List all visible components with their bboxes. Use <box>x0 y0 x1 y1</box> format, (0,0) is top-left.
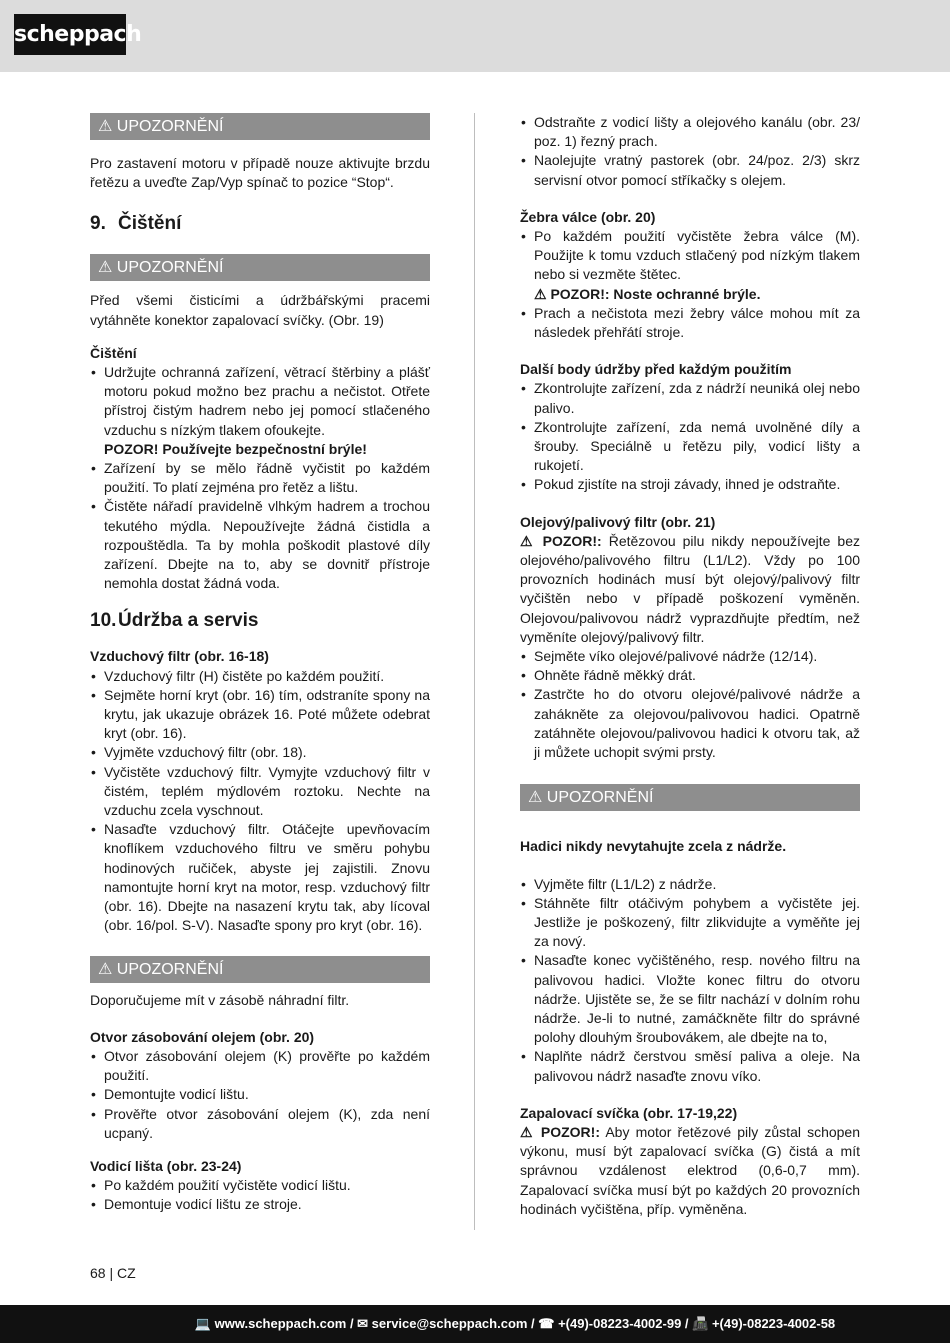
list-item: • Nasaďte vzduchový filtr. Otáčejte upevňovacím knoflíkem vzduchového filtru ve směru pohybu hodinových ručiček, abyste jej zajistili. Znovu namontujte horní kryt na motor, resp. vzduchový filtr (obr. 16). Dbejte na nasazení krytu tak, aby lícoval (obr. 16/pol. S-V). Nasaďte spony pro kryt (obr. 16). <box>90 820 430 935</box>
list-item: • Zkontrolujte zařízení, zda z nádrží neuniká olej nebo palivo. <box>520 379 860 417</box>
list-item: • Otvor zásobování olejem (K) prověřte po každém použití. <box>90 1047 430 1085</box>
subsection-title: Zapalovací svíčka (obr. 17-19,22) <box>520 1104 738 1121</box>
caution-label: ⚠ POZOR!: <box>520 532 602 549</box>
other-maintenance-list <box>520 379 860 494</box>
bar-list <box>90 1176 430 1214</box>
fins-list <box>520 227 860 285</box>
fuelfilter-paragraph <box>520 532 860 647</box>
warning-bar: ⚠ UPOZORNĚNÍ <box>90 956 430 983</box>
caution-label: ⚠ POZOR!: <box>520 1123 600 1140</box>
list-item: • Vyjměte vzduchový filtr (obr. 18). <box>90 743 430 762</box>
warning-bar: ⚠ UPOZORNĚNÍ <box>520 784 860 811</box>
fuelfilter-list <box>520 647 860 762</box>
list-item: • Zastrčte ho do otvoru olejové/palivové nádrže a zahákněte za olejovou/palivovou hadici. Opatrně zatáhněte olejovou/palivovou hadici k otvoru tak, až ji můžete uchopit svými prsty. <box>520 685 860 762</box>
list-item: • Odstraňte z vodicí lišty a olejového kanálu (obr. 23/ poz. 1) řezný prach. <box>520 113 860 151</box>
safety-note: POZOR! Používejte bezpečnostní brýle! <box>104 440 367 457</box>
page-number: 68 | CZ <box>90 1265 136 1281</box>
list-item: • Prach a nečistota mezi žebry válce mohou mít za následek přehřátí stroje. <box>520 304 860 342</box>
list-item: • Naplňte nádrž čerstvou směsí paliva a oleje. Na palivovou nádrž nasaďte znovu víko. <box>520 1047 860 1085</box>
section-title: Čištění <box>118 213 182 235</box>
list-item: • Ohněte řádně měkký drát. <box>520 666 860 685</box>
cleaning-list <box>90 363 430 440</box>
list-item: • Sejměte horní kryt (obr. 16) tím, odstraníte spony na krytu, jak ukazuje obrázek 16. Poté můžete odebrat kryt (obr. 16). <box>90 686 430 744</box>
subsection-title: Vodicí lišta (obr. 23-24) <box>90 1157 242 1174</box>
list-item: • Zařízení by se mělo řádně vyčistit po každém použití. To platí zejména pro řetěz a lištu. <box>90 459 430 497</box>
right-column <box>520 113 860 1219</box>
list-item: • Pokud zjistíte na stroji závady, ihned je odstraňte. <box>520 475 860 494</box>
list-item: • Vyčistěte vzduchový filtr. Vymyjte vzduchový filtr v čistém, teplém mýdlovém roztoku. Nechte na vzduchu zcela vyschnout. <box>90 763 430 821</box>
safety-note: ⚠ POZOR!: Noste ochranné brýle. <box>534 285 761 302</box>
warning-text: Doporučujeme mít v zásobě náhradní filtr. <box>90 991 350 1008</box>
section-title: Údržba a servis <box>118 610 259 632</box>
list-item: • Čistěte nářadí pravidelně vlhkým hadrem a trochou tekutého mýdla. Nepoužívejte žádná čistidla a rozpouštědla. Ta by mohla poškodit plastové díly zařízení. Dbejte na to, aby se dovnitř přístroje nemohla dostat žádná voda. <box>90 497 430 593</box>
list-item: • Vzduchový filtr (H) čistěte po každém použití. <box>90 667 430 686</box>
list-item: • Zkontrolujte zařízení, zda nemá uvolněné díly a šrouby. Speciálně u řetězu pily, vodicí lišty a rukojetí. <box>520 418 860 476</box>
oilport-list <box>90 1047 430 1143</box>
warning-text: Před všemi čisticími a údržbářskými pracemi vytáhněte konektor zapalovací svíčky. (Obr. 19) <box>90 292 430 328</box>
left-column <box>90 113 430 1215</box>
list-item: • Demontujte vodicí lištu. <box>90 1085 430 1104</box>
subsection-title: Čištění <box>90 344 137 361</box>
list-item: • Naolejujte vratný pastorek (obr. 24/poz. 2/3) skrz servisní otvor pomocí stříkačky s olejem. <box>520 151 860 189</box>
list-item: • Stáhněte filtr otáčivým pohybem a vyčistěte jej. Jestliže je poškozený, filtr zlikvidujte a vyměňte jej za nový. <box>520 894 860 952</box>
warning-text: Pro zastavení motoru v případě nouze aktivujte brzdu řetězu a uveďte Zap/Vyp spínač to pozice “Stop“. <box>90 155 430 191</box>
sparkplug-paragraph <box>520 1123 860 1219</box>
list-item: • Po každém použití vyčistěte žebra válce (M). Použijte k tomu vzduch stlačený pod nízkým tlakem nebo si vezměte štětec. <box>520 227 860 285</box>
cleaning-list-cont <box>90 459 430 593</box>
subsection-title: Žebra válce (obr. 20) <box>520 208 656 225</box>
list-item: • Demontuje vodicí lištu ze stroje. <box>90 1195 430 1214</box>
list-item: • Vyjměte filtr (L1/L2) z nádrže. <box>520 875 860 894</box>
warning-bar: ⚠ UPOZORNĚNÍ <box>90 113 430 140</box>
list-item: • Po každém použití vyčistěte vodicí lištu. <box>90 1176 430 1195</box>
airfilter-list <box>90 667 430 936</box>
subsection-title: Otvor zásobování olejem (obr. 20) <box>90 1028 315 1045</box>
hose-list <box>520 875 860 1086</box>
column-divider <box>474 113 475 1230</box>
list-item: • Sejměte víko olejové/palivové nádrže (12/14). <box>520 647 860 666</box>
list-item: • Udržujte ochranná zařízení, větrací štěrbiny a plášť motoru pokud možno bez prachu a nečistot. Otřete přístroj čistým hadrem nebo jej pomocí stlačeného vzduchu s nízkým tlakem ofoukejte. <box>90 363 430 440</box>
section-number: 9. <box>90 213 106 235</box>
subsection-title: Další body údržby před každým použitím <box>520 361 792 378</box>
warning-bar: ⚠ UPOZORNĚNÍ <box>90 254 430 281</box>
list-item: • Nasaďte konec vyčištěného, resp. nového filtru na palivovou hadici. Vložte konec filtru do otvoru nádrže. Ujistěte se, že se filtr nachází v dolním rohu nádrže. Je-li to nutné, zamáčkněte filtr do správné polohy dlouhým šroubovákem, ale dbejte na to, <box>520 951 860 1047</box>
section-number: 10. <box>90 610 117 632</box>
fuelfilter-text: Řetězovou pilu nikdy nepoužívejte bez olejového/palivového filtru (L1/L2). Vždy po 100 provozních hodinách musí být olejový/palivový filtr vyčištěn nebo v případě poškození vyměněn. Olejovou/palivovou nádrž vyprazdňujte předtím, než vyměníte olejový/palivový filtr. <box>520 532 861 645</box>
subsection-title: Vzduchový filtr (obr. 16-18) <box>90 648 269 665</box>
list-item: • Prověřte otvor zásobování olejem (K), zda není ucpaný. <box>90 1105 430 1143</box>
section-heading-9 <box>90 212 430 236</box>
warning-subtitle: Hadici nikdy nevytahujte zcela z nádrže. <box>520 838 787 855</box>
header-band <box>0 0 950 72</box>
sparkplug-text: Aby motor řetězové pily zůstal schopen výkonu, musí být zapalovací svíčka (G) čistá a mít správnou vzdálenost elektrod (0,6-0,7 mm). Zapalovací svíčka musí být po každých 20 provozních hodinách vyčištěna, příp. vyměněna. <box>520 1123 861 1217</box>
section-heading-10 <box>90 609 430 633</box>
fins-list-cont <box>520 304 860 342</box>
brand-logo: scheppach <box>14 14 126 55</box>
footer-band <box>0 1305 950 1343</box>
bar-list-cont <box>520 113 860 190</box>
contact-line: 💻 www.scheppach.com / ✉ service@scheppach.com / ☎ +(49)-08223-4002-99 / 📠 +(49)-08223-4002-58 <box>194 1316 836 1331</box>
subsection-title: Olejový/palivový filtr (obr. 21) <box>520 513 716 530</box>
